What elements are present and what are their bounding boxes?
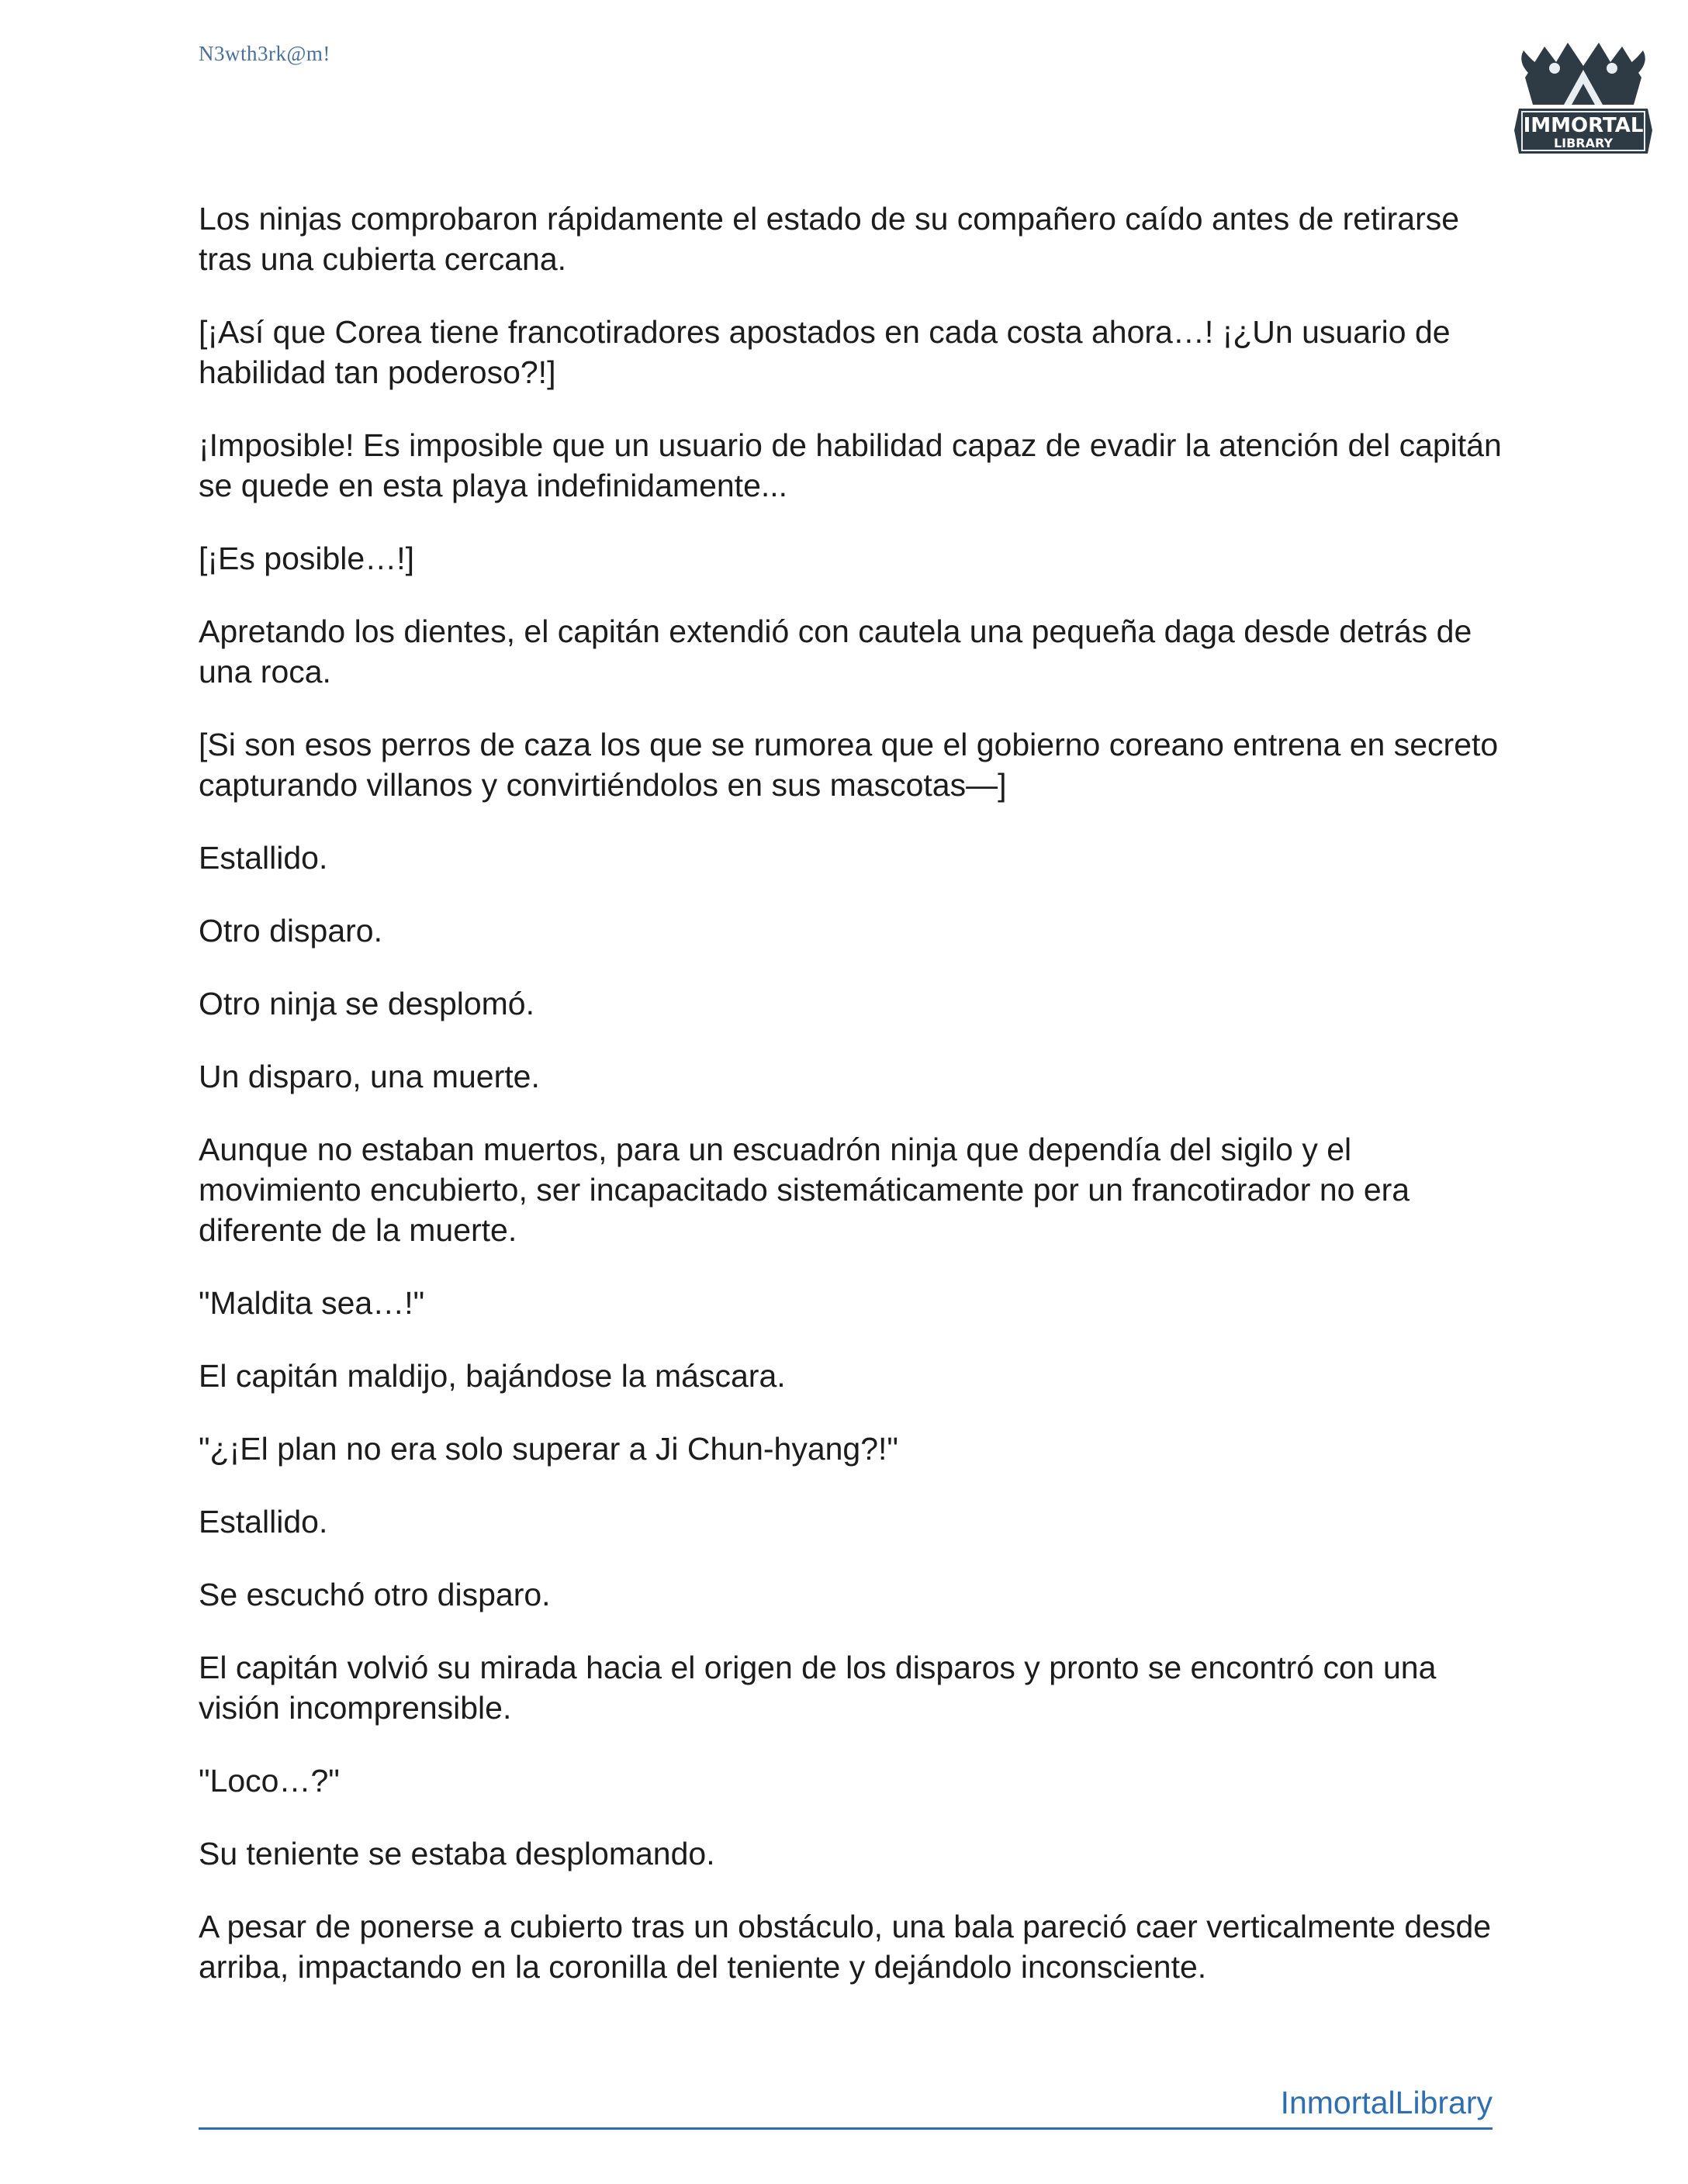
- immortal-library-logo: [1510, 31, 1657, 163]
- footer-divider: [199, 2127, 1493, 2130]
- paragraph: [¡Es posible…!]: [199, 541, 414, 576]
- paragraph: Los ninjas comprobaron rápidamente el estado de su compañero caído antes de retirarse tras una cubierta cercana.: [199, 201, 1460, 277]
- paragraph: "Maldita sea…!": [199, 1285, 425, 1321]
- paragraph: Se escuchó otro disparo.: [199, 1577, 551, 1612]
- paragraph: Otro disparo.: [199, 913, 382, 949]
- footer-link-inmortallibrary[interactable]: InmortalLibrary: [1280, 2085, 1493, 2120]
- dragon-logo-icon: [1510, 31, 1657, 163]
- paragraph: ¡Imposible! Es imposible que un usuario de habilidad capaz de evadir la atención del capitán se quede en esta playa indefinidamente...: [199, 427, 1502, 503]
- paragraph: Otro ninja se desplomó.: [199, 986, 535, 1021]
- paragraph: Aunque no estaban muertos, para un escuadrón ninja que dependía del sigilo y el movimiento encubierto, ser incapacitado sistemáticamente por un francotirador no era diferente de la muerte.: [199, 1132, 1410, 1248]
- logo-text-top: IMMORTAL: [1523, 114, 1644, 137]
- paragraph: Su teniente se estaba desplomando.: [199, 1836, 715, 1871]
- paragraph: El capitán volvió su mirada hacia el origen de los disparos y pronto se encontró con una visión incomprensible.: [199, 1650, 1437, 1726]
- header-watermark: N3wth3rk@m!: [199, 42, 330, 65]
- paragraph: A pesar de ponerse a cubierto tras un obstáculo, una bala pareció caer verticalmente desde arriba, impactando en la coronilla del teniente y dejándolo inconsciente.: [199, 1909, 1492, 1985]
- paragraph: Estallido.: [199, 1504, 328, 1540]
- paragraph: El capitán maldijo, bajándose la máscara.: [199, 1358, 786, 1394]
- paragraph: Estallido.: [199, 840, 328, 876]
- story-text: [199, 199, 1502, 2020]
- paragraph: "Loco…?": [199, 1763, 340, 1799]
- paragraph: [Si son esos perros de caza los que se rumorea que el gobierno coreano entrena en secreto capturando villanos y convirtiéndolos en sus mascotas—]: [199, 727, 1499, 803]
- paragraph: [¡Así que Corea tiene francotiradores apostados en cada costa ahora…! ¡¿Un usuario de habilidad tan poderoso?!]: [199, 314, 1451, 390]
- paragraph: Un disparo, una muerte.: [199, 1059, 540, 1094]
- logo-text-bottom: LIBRARY: [1553, 136, 1614, 150]
- paragraph: Apretando los dientes, el capitán extendió con cautela una pequeña daga desde detrás de una roca.: [199, 613, 1472, 689]
- paragraph: "¿¡El plan no era solo superar a Ji Chun-hyang?!": [199, 1431, 898, 1467]
